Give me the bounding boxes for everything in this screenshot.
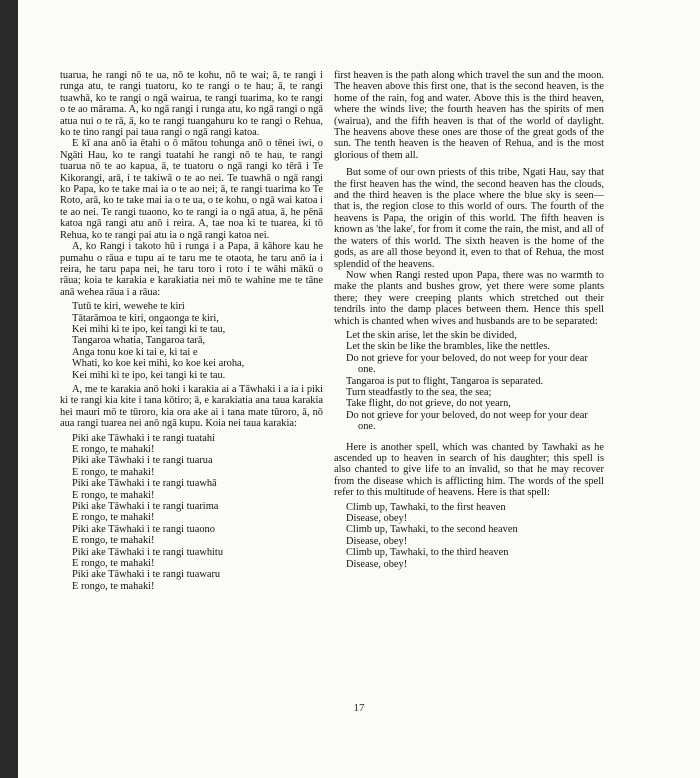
chant-line: Piki ake Tāwhaki i te rangi tuarua (72, 455, 213, 467)
verse-line: Let the skin arise, let the skin be divided, (346, 329, 517, 341)
verse-line: Disease, obey! (346, 513, 408, 525)
verse-line: Disease, obey! (346, 558, 408, 570)
chant-line: Tātarāmoa te kiri, ongaonga te kiri, (72, 312, 219, 324)
chant-line: Piki ake Tāwhaki i te rangi tuatahi (72, 432, 215, 444)
verse-line: Climb up, Tawhaki, to the first heaven (346, 501, 506, 513)
verse-line: Take flight, do not grieve, do not yearn, (346, 398, 511, 410)
english-paragraph-2: But some of our own priests of this tribe, Ngati Hau, say that the first heaven has the wind, the second heaven has the clouds, and the third heaven is the place where the blue sky is seen—that is, the region close to this world of ours. The fourth of the heavens is Papa, the origin of this world. The fifth heaven is known as 'the lake', for from it come the rain, the mist, and all of the waters of this world. The sixth heaven is the home of the gods, as are all those beyond it, even to that of Rehua, the most splendid of the heavens. (334, 167, 604, 270)
scan-edge-shadow (0, 0, 18, 778)
chant-line: Piki ake Tāwhaki i te rangi tuaono (72, 523, 215, 535)
english-spell-tawhaki (346, 502, 604, 570)
chant-line: Piki ake Tāwhaki i te rangi tuawhitu (72, 546, 224, 558)
chant-line: E rongo, te mahaki! (72, 535, 155, 547)
chant-line: Piki ake Tāwhaki i te rangi tuawhā (72, 478, 217, 490)
maori-text-column (60, 70, 323, 595)
chant-line: Kei mihi ki te ipo, kei tangi ki te tau, (72, 323, 226, 335)
book-page (18, 0, 700, 778)
chant-line: Piki ake Tāwhaki i te rangi tuawaru (72, 569, 221, 581)
maori-chant-tawhaki (72, 433, 323, 593)
page-number: 17 (353, 702, 365, 714)
chant-line: Tangaroa whatia, Tangaroa tarā, (72, 335, 206, 347)
verse-line: Turn steadfastly to the sea, the sea; (346, 386, 492, 398)
english-spell-separation (346, 330, 604, 433)
chant-line: E rongo, te mahaki! (72, 444, 155, 455)
english-text-column (334, 70, 604, 573)
english-paragraph-1: first heaven is the path along which travel the sun and the moon. The heaven above this first one, that is the second heaven, is the home of the rain, fog and water. Above this is the third heaven, where the winds live; the fourth heaven has the spirits of men (wairua), and the fifth heaven is that of the world of daylight. The heavens above these ones are those of the great gods of the sun. The tenth heaven is the heaven of Rehua, and is the most glorious of them all. (334, 70, 604, 161)
maori-paragraph-1: tuarua, he rangi nō te ua, nō te kohu, nō te wai; ā, te rangi i runga atu, te rangi tuatoru, ko te rangi o te hau; ā, te rangi tuawhā, ko te rangi o ngā wairua, te rangi tuarima, ko te rangi o te ao mārama. A, ko ngā rangi i runga atu, ko ngā rangi o ngā atua nui o te rā, ā, ko te rangi tuangahuru ko te rangi o Rehua, ko te tino rangi pai taua rangi o ngā rangi katoa. (60, 70, 323, 139)
english-paragraph-4: Here is another spell, which was chanted by Tawhaki as he ascended up to heaven in search of his daughter; this spell is also chanted to give life to an invalid, so that he may recover from the disease which is afflicting him. The words of the spell refer to this multitude of heavens. Here is that spell: (334, 441, 604, 499)
chant-line: Anga tonu koe ki tai e, ki tai e (72, 346, 198, 358)
verse-line: Climb up, Tawhaki, to the second heaven (346, 524, 518, 536)
maori-paragraph-4: A, me te karakia anō hoki i karakia ai a Tāwhaki i a ia i piki ki te rangi kia kite i tana kōtiro; ā, e karakiatia ana taua karakia hei mauri mō te tūroro, kia ora ake ai i tana mate tūroro, ā, nō aua rangi tuarea nei anō ngā kupu. Koia nei taua karakia: (60, 383, 323, 430)
maori-paragraph-2: E kī ana anō ia ētahi o ō mātou tohunga anō o tēnei iwi, o Ngāti Hau, ko te rangi tuatahi he rangi nō te hau, te rangi tuarua nō te ao kapua, ā, te tuatoru o ngā rangi ko tērā i Te Kikorangi, arā, i te takiwā o te ao nei. Te tuawhā o ngā rangi ko Papa, ko te take mai ia o te ao nei; ā, te rangi tuarima ko Te Roto, arā, ko te take mai ia o te ua, o te kohu, o ngā wai katoa i te ao nei. Te rangi tuaono, ko te rangi ia o ngā atua, ā, he pēnā katoa ngā rangi atu anō i reira. A, tae noa ki te tuarea, ki tō Rehua, ko te rangi pai atu ia o ngā rangi katoa nei. (60, 138, 323, 241)
english-paragraph-3: Now when Rangi rested upon Papa, there was no warmth to make the plants and bushes grow, yet there were some plants there; they were creeping plants which stretched out their tendrils into the damp places between them. Hence this spell which is chanted when wives and husbands are to be separated: (334, 269, 604, 327)
chant-line: E rongo, te mahaki! (72, 489, 155, 501)
chant-line: E rongo, te mahaki! (72, 580, 155, 592)
chant-line: Tutū te kiri, wewehe te kiri (72, 301, 185, 313)
chant-line: E rongo, te mahaki! (72, 466, 155, 478)
chant-line: E rongo, te mahaki! (72, 512, 155, 524)
chant-line: Kei mihi ki te ipo, kei tangi ki te tau. (72, 369, 226, 381)
verse-line: Do not grieve for your beloved, do not weep for your dear one. (346, 352, 588, 376)
verse-line: Let the skin be like the brambles, like the nettles. (346, 341, 551, 353)
verse-line: Climb up, Tawhaki, to the third heaven (346, 547, 509, 559)
verse-line: Disease, obey! (346, 535, 408, 547)
chant-line: Piki ake Tāwhaki i te rangi tuarima (72, 501, 219, 513)
chant-line: Whati, ko koe kei mihi, ko koe kei aroha, (72, 358, 245, 370)
chant-line: E rongo, te mahaki! (72, 558, 155, 570)
verse-line: Tangaroa is put to flight, Tangaroa is separated. (346, 375, 544, 387)
maori-chant-separation (72, 301, 323, 381)
maori-paragraph-3: A, ko Rangi i takoto hū i runga i a Papa, ā kāhore kau he pumahu o rāua e tupu ai te taru me te otaota, he taru anō ia i reira, he taru papa nei, he taru toro i roto i te wāhi mākū o rāua; koia te karakia e karakiatia nei mō te wahine me te tāne anā wehea rāua i a rāua: (60, 241, 323, 298)
verse-line: Do not grieve for your beloved, do not weep for your dear one. (346, 409, 588, 433)
